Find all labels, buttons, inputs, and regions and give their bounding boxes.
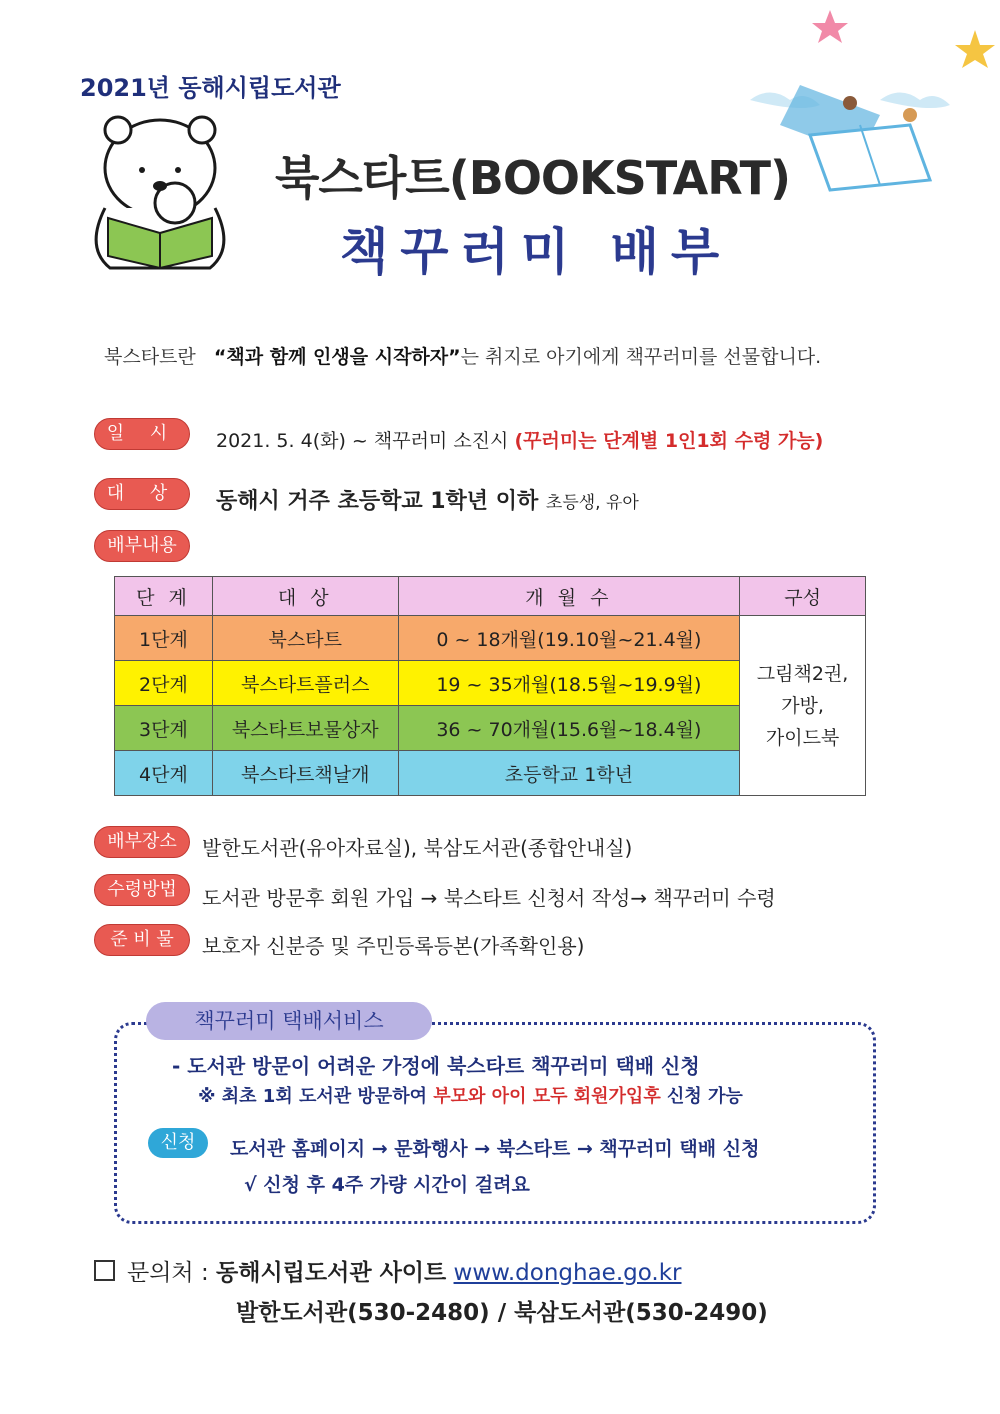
- prep-value: 보호자 신분증 및 주민등록등본(가족확인용): [202, 934, 585, 958]
- prep-label-badge: 준 비 물: [94, 924, 190, 956]
- content-label-badge: 배부내용: [94, 530, 190, 562]
- stage-cell: 3단계: [115, 706, 213, 751]
- target-line: [216, 484, 639, 515]
- composition-item: 그림책2권,: [756, 662, 849, 685]
- organizer-label: 2021년 동해시립도서관: [80, 74, 341, 102]
- stage-cell: 1단계: [115, 616, 213, 661]
- date-value: 2021. 5. 4(화) ~ 책꾸러미 소진시: [216, 430, 515, 452]
- intro-suffix: 는 취지로 아기에게 책꾸러미를 선물합니다.: [460, 346, 822, 368]
- date-note: (꾸러미는 단계별 1인1회 수령 가능): [514, 430, 824, 452]
- contact-phones: 발한도서관(530-2480) / 북삼도서관(530-2490): [236, 1300, 768, 1326]
- place-value: 발한도서관(유아자료실), 북삼도서관(종합안내실): [202, 836, 633, 860]
- table-header: 단 계: [115, 577, 213, 616]
- stage-cell: 4단계: [115, 751, 213, 796]
- program-cell: 북스타트: [212, 616, 398, 661]
- delivery-note-suffix: 신청 가능: [660, 1086, 743, 1107]
- target-note: 초등생, 유아: [545, 493, 639, 513]
- months-cell: 초등학교 1학년: [398, 751, 740, 796]
- contact-line: 문의처 : 동해시립도서관 사이트 www.donghae.go.kr: [94, 1254, 682, 1287]
- composition-item: 가이드북: [765, 726, 840, 749]
- table-header-row: [115, 577, 866, 616]
- apply-note: √ 신청 후 4주 가량 시간이 걸려요: [244, 1174, 530, 1196]
- program-cell: 북스타트보물상자: [212, 706, 398, 751]
- intro-text: [104, 342, 821, 369]
- page-title: 북스타트(BOOKSTART): [275, 151, 790, 205]
- checkbox-icon: [94, 1260, 115, 1281]
- months-cell: 36 ~ 70개월(15.6월~18.4월): [398, 706, 740, 751]
- program-cell: 북스타트책날개: [212, 751, 398, 796]
- delivery-line: - 도서관 방문이 어려운 가정에 북스타트 책꾸러미 택배 신청: [172, 1054, 700, 1078]
- contact-url-link[interactable]: www.donghae.go.kr: [453, 1260, 682, 1286]
- target-value: 동해시 거주 초등학교 1학년 이하: [216, 489, 546, 514]
- distribution-table: [114, 576, 866, 796]
- delivery-note: [198, 1082, 743, 1108]
- table-header: 구성: [740, 577, 866, 616]
- place-label-badge: 배부장소: [94, 826, 190, 858]
- delivery-note-highlight: 부모와 아이 모두 회원가입후: [433, 1086, 661, 1107]
- delivery-note-prefix: ※ 최초 1회 도서관 방문하여: [198, 1086, 434, 1107]
- date-line: [216, 426, 823, 453]
- method-value: 도서관 방문후 회원 가입 → 북스타트 신청서 작성→ 책꾸러미 수령: [202, 886, 776, 910]
- table-header: 개 월 수: [398, 577, 740, 616]
- bear-reading-illustration: [80, 108, 240, 278]
- flying-book-illustration: [680, 5, 995, 205]
- months-cell: 0 ~ 18개월(19.10월~21.4월): [398, 616, 740, 661]
- program-cell: 북스타트플러스: [212, 661, 398, 706]
- intro-quote: “책과 함께 인생을 시작하자”: [213, 346, 461, 368]
- composition-cell: [740, 616, 866, 796]
- stage-cell: 2단계: [115, 661, 213, 706]
- delivery-service-title: 책꾸러미 택배서비스: [146, 1002, 432, 1040]
- page-subtitle: 책꾸러미 배부: [340, 223, 732, 281]
- apply-path: 도서관 홈페이지 → 문화행사 → 북스타트 → 책꾸러미 택배 신청: [230, 1138, 760, 1160]
- intro-prefix: 북스타트란: [104, 346, 196, 368]
- contact-site: 동해시립도서관 사이트: [216, 1260, 447, 1286]
- composition-item: 가방,: [781, 694, 824, 717]
- table-header: 대 상: [212, 577, 398, 616]
- months-cell: 19 ~ 35개월(18.5월~19.9월): [398, 661, 740, 706]
- method-label-badge: 수령방법: [94, 874, 190, 906]
- date-label-badge: 일 시: [94, 418, 190, 450]
- table-row: [115, 616, 866, 661]
- contact-label: 문의처: [127, 1260, 194, 1286]
- target-label-badge: 대 상: [94, 478, 190, 510]
- apply-label-badge: 신청: [148, 1128, 208, 1158]
